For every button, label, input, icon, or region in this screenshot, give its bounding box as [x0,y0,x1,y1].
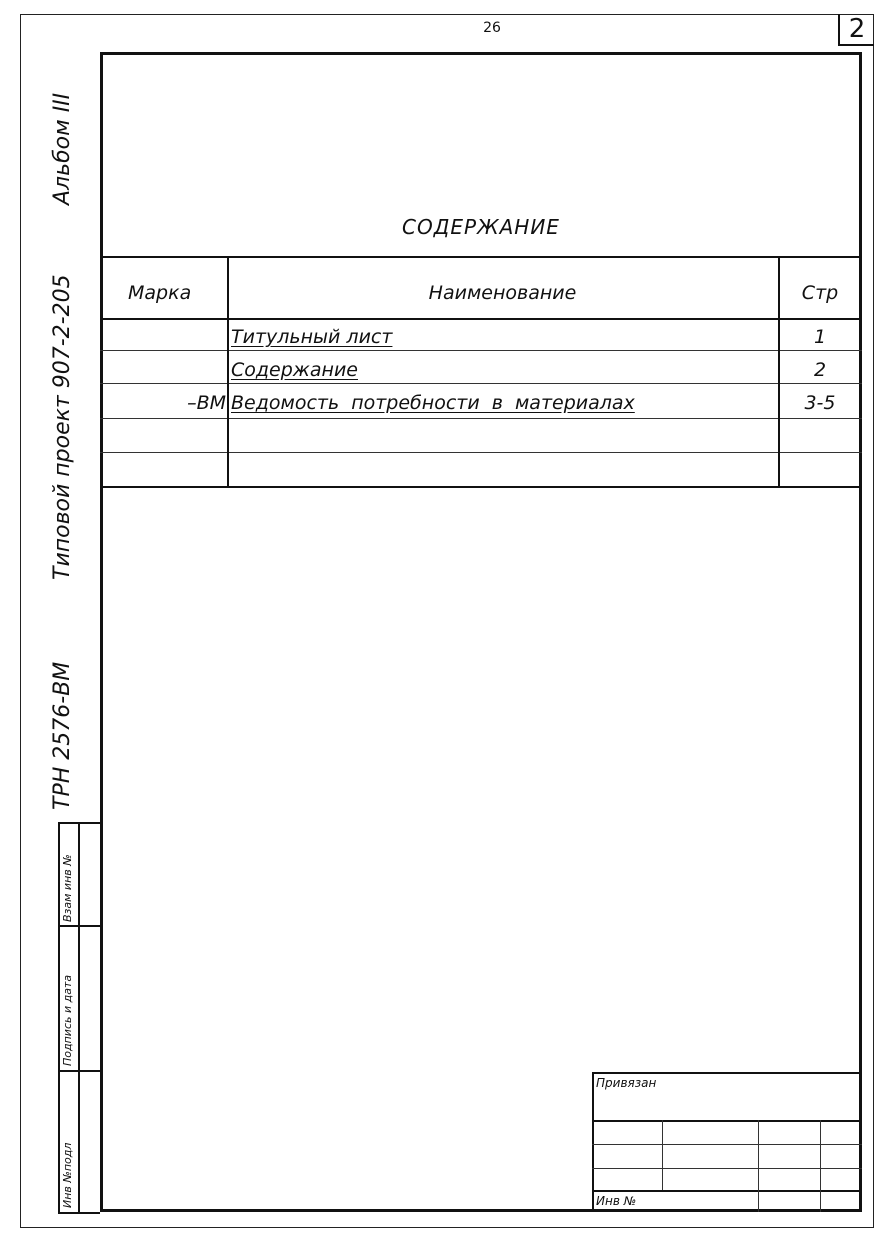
header-page: Стр [801,282,839,304]
sheet-number: 2 [838,14,874,46]
side-field-line [58,1070,100,1072]
row-line [100,452,862,453]
row-page: 1 [813,326,827,348]
stamp-line [592,1190,862,1192]
side-field-line [58,1212,100,1214]
field-inv-vzam: Взам инв № [61,854,74,922]
header-name: Наименование [428,282,577,304]
stamp-divider [820,1120,821,1212]
row-page: 3-5 [804,392,836,414]
side-project: Типовой проект 907-2-205 [50,274,75,580]
row-name: Содержание [231,359,358,381]
table-bottom-line [100,486,862,488]
side-code: ТРН 2576-ВМ [50,661,75,810]
side-field-line [58,925,100,927]
row-line [100,418,862,419]
stamp-inv-no: Инв № [596,1194,637,1208]
page-title: СОДЕРЖАНИЕ [402,215,560,239]
stamp-line [592,1144,862,1145]
table-top-line [100,256,862,258]
side-field-line [58,822,100,824]
stamp-divider [662,1120,663,1190]
field-sign-date: Подпись и дата [61,974,74,1066]
side-album: Альбом III [50,92,75,205]
row-mark: –ВМ [187,392,226,414]
row-page: 2 [813,359,827,381]
row-name: Титульный лист [231,326,393,348]
page-number: 26 [483,20,501,36]
field-inv-podl: Инв №подл [61,1142,74,1208]
stamp-privyazan: Привязан [596,1076,657,1090]
header-bottom-line [100,318,862,320]
row-line [100,350,862,351]
row-name: Ведомость потребности в материалах [231,392,635,414]
stamp-line [592,1168,862,1169]
stamp-top-line [592,1072,862,1074]
stamp-divider [758,1120,759,1212]
header-mark: Марка [128,282,192,304]
side-field-border [58,822,60,1212]
row-line [100,383,862,384]
stamp-line [592,1120,862,1122]
side-field-border [78,822,80,1212]
